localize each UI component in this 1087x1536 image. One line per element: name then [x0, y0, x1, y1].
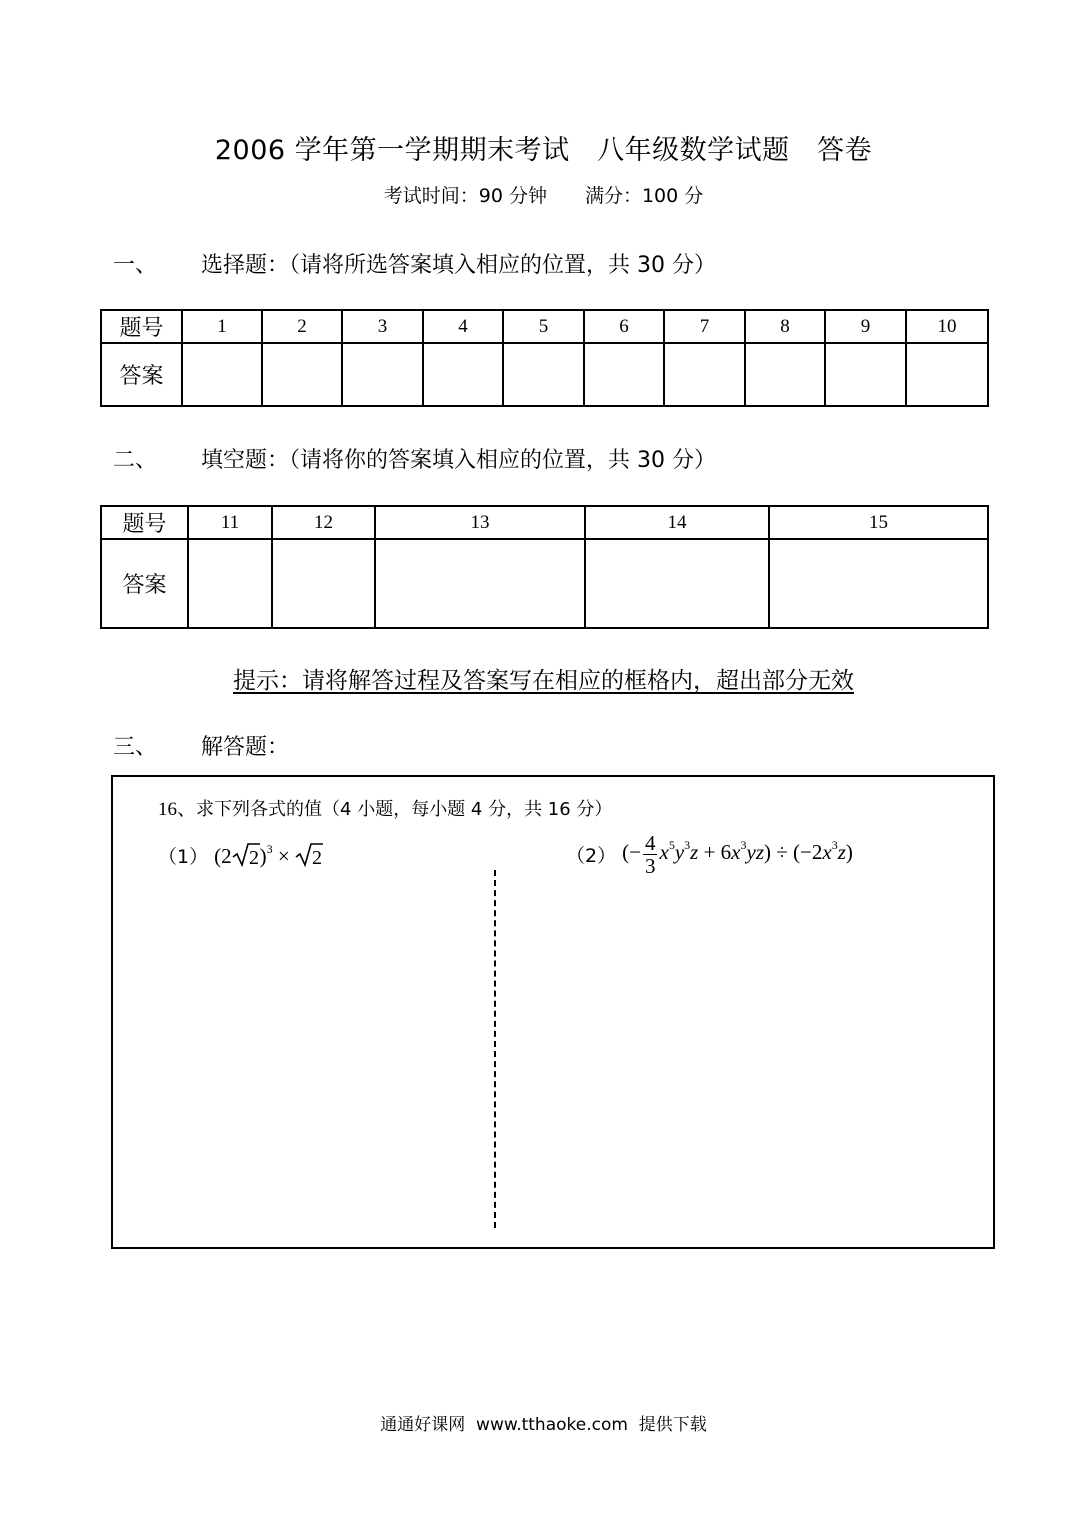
question-number-cell: 7 — [664, 310, 745, 343]
part-2-label: （2） — [566, 845, 617, 867]
exam-info: 考试时间：90 分钟 满分：100 分 — [383, 185, 704, 207]
section-1-text: 选择题：（请将所选答案填入相应的位置，共 30 分） — [201, 253, 716, 278]
fraction-denominator: 3 — [644, 854, 656, 878]
svg-text:2: 2 — [248, 847, 259, 868]
answer-cell[interactable] — [585, 539, 769, 628]
answer-cell[interactable] — [769, 539, 988, 628]
answer-cell[interactable] — [745, 343, 825, 406]
section-3-number: 三、 — [113, 735, 158, 760]
table-row-answers — [101, 539, 988, 628]
section-2-number: 二、 — [113, 448, 158, 473]
question-number-cell: 9 — [825, 310, 906, 343]
answer-cell[interactable] — [182, 343, 262, 406]
answer-cell[interactable] — [262, 343, 342, 406]
question-16-part-2 — [566, 832, 853, 877]
instruction-tip — [0, 662, 1087, 695]
part-1-label: （1） — [158, 846, 209, 868]
part-2-expression: (− $\frac{4}{3}$ $x^5y^3z + 6x^3yz) \div (-2x^3z)$ — [622, 831, 853, 878]
fraction — [643, 832, 658, 877]
answer-cell[interactable] — [375, 539, 585, 628]
question-16-number: 16、 — [158, 799, 197, 820]
fill-blank-answer-table — [100, 505, 989, 629]
section-2-text: 填空题：（请将你的答案填入相应的位置，共 30 分） — [201, 448, 716, 473]
question-number-cell: 14 — [585, 506, 769, 539]
table-row-numbers — [101, 310, 988, 343]
question-number-cell: 6 — [584, 310, 664, 343]
sqrt-symbol-icon — [232, 842, 260, 868]
section-3-heading — [113, 730, 289, 761]
question-number-cell: 10 — [906, 310, 988, 343]
choice-answer-table — [100, 309, 989, 407]
row-label-question-number: 题号 — [101, 310, 182, 343]
part-1-expression: (2 2 )$^3$ × 2 — [214, 842, 322, 868]
question-number-cell: 12 — [272, 506, 375, 539]
instruction-tip-text: 提示：请将解答过程及答案写在相应的框格内，超出部分无效 — [233, 668, 854, 694]
row-label-answer: 答案 — [101, 539, 188, 628]
table-row-answers — [101, 343, 988, 406]
question-number-cell: 4 — [423, 310, 503, 343]
question-number-cell: 11 — [188, 506, 272, 539]
answer-cell[interactable] — [825, 343, 906, 406]
svg-text:2: 2 — [311, 847, 322, 868]
answer-cell[interactable] — [503, 343, 584, 406]
answer-cell[interactable] — [188, 539, 272, 628]
section-2-heading — [113, 443, 716, 474]
section-1-heading — [113, 248, 716, 279]
question-16-text: 求下列各式的值（4 小题，每小题 4 分，共 16 分） — [196, 799, 613, 820]
question-number-cell: 13 — [375, 506, 585, 539]
question-number-cell: 2 — [262, 310, 342, 343]
answer-cell[interactable] — [342, 343, 423, 406]
question-number-cell: 8 — [745, 310, 825, 343]
answer-cell[interactable] — [664, 343, 745, 406]
footer-credit: 通通好课网 www.tthaoke.com 提供下载 — [380, 1415, 707, 1435]
answer-cell[interactable] — [906, 343, 988, 406]
question-number-cell: 1 — [182, 310, 262, 343]
question-number-cell: 15 — [769, 506, 988, 539]
dashed-divider — [494, 870, 496, 1228]
section-3-text: 解答题： — [201, 735, 290, 760]
question-number-cell: 5 — [503, 310, 584, 343]
fraction-numerator: 4 — [644, 831, 656, 855]
row-label-question-number: 题号 — [101, 506, 188, 539]
question-16-part-1 — [158, 842, 323, 869]
question-number-cell: 3 — [342, 310, 423, 343]
section-1-number: 一、 — [113, 253, 158, 278]
answer-cell[interactable] — [423, 343, 503, 406]
answer-cell[interactable] — [272, 539, 375, 628]
page-title: 2006 学年第一学期期末考试 八年级数学试题 答卷 — [214, 135, 873, 166]
table-row-numbers — [101, 506, 988, 539]
sqrt-symbol-icon — [295, 842, 323, 868]
question-16-stem — [158, 794, 612, 821]
answer-cell[interactable] — [584, 343, 664, 406]
row-label-answer: 答案 — [101, 343, 182, 406]
